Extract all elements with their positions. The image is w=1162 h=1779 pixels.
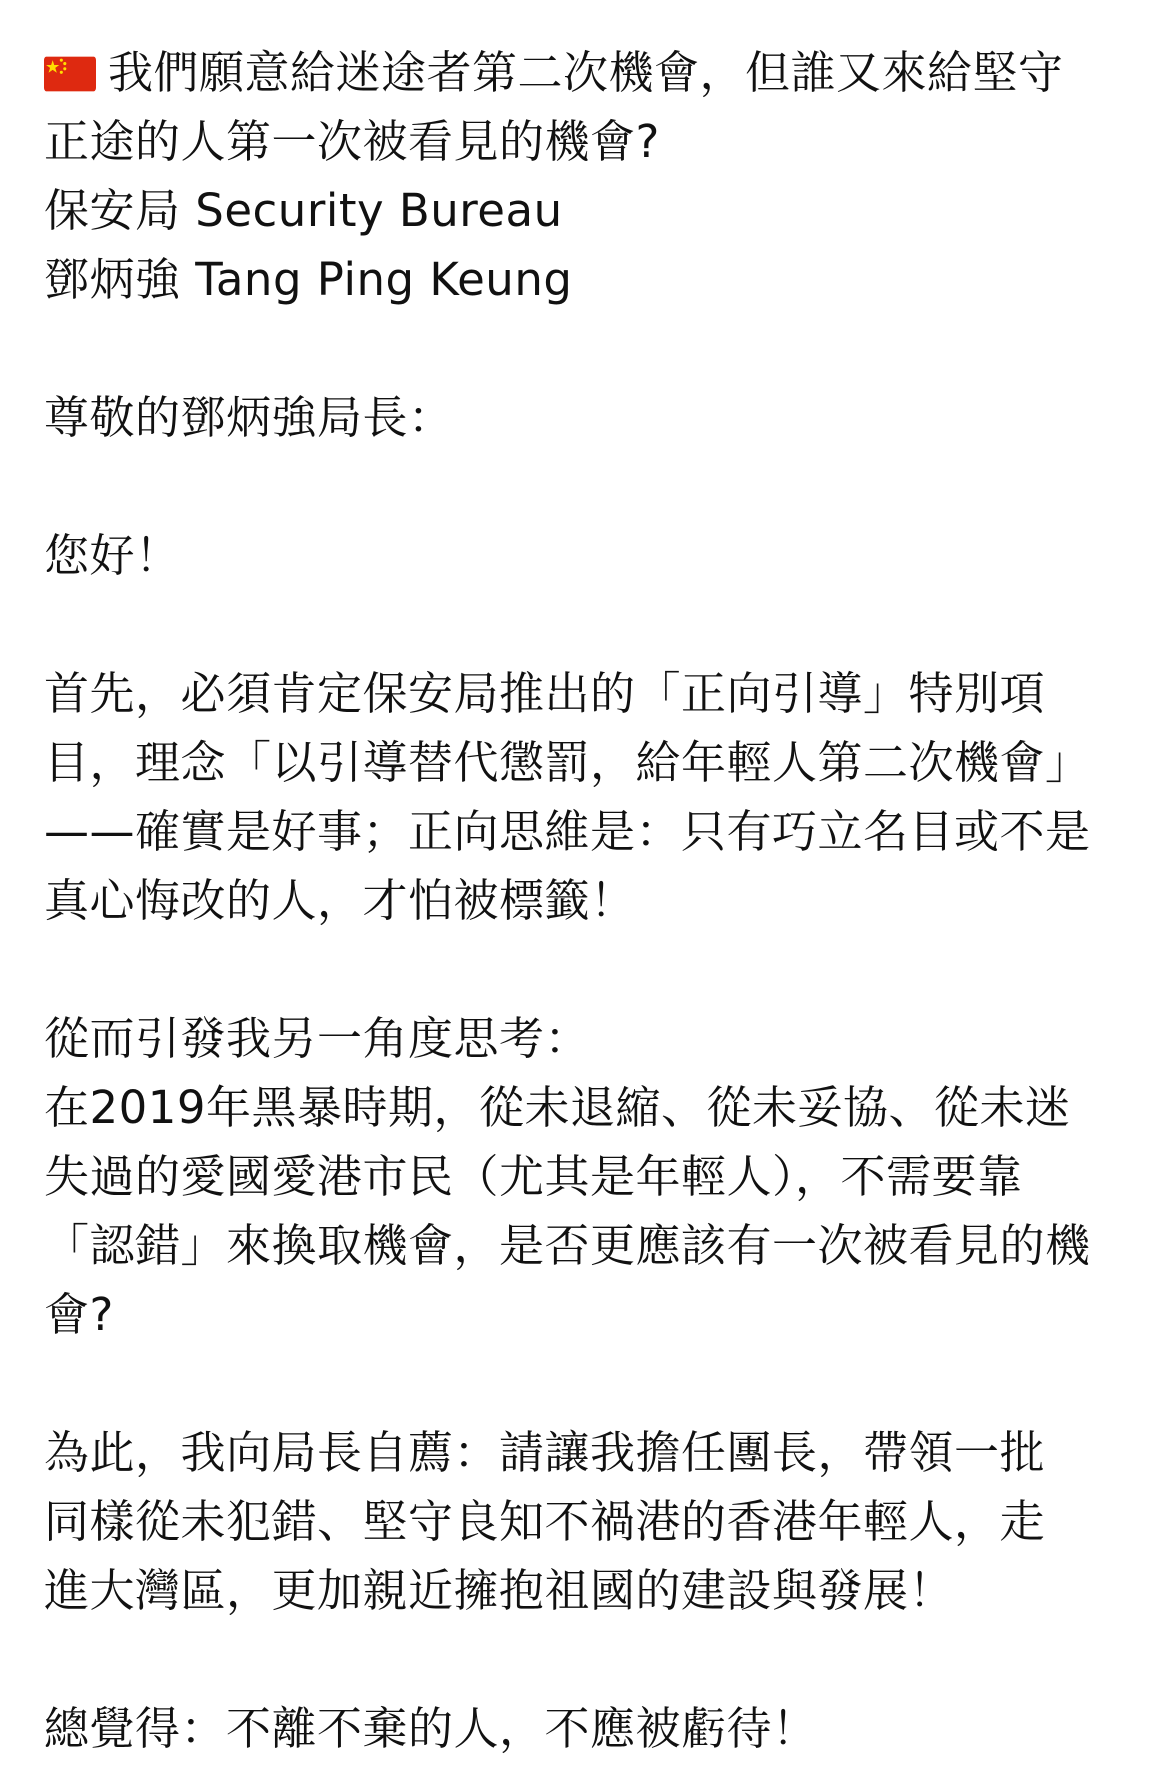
china-flag-icon: [44, 56, 96, 92]
post-line: 從而引發我另一角度思考：: [44, 1012, 591, 1065]
post-line: 保安局 Security Bureau: [44, 184, 563, 237]
post-text: 我們願意給迷途者第二次機會，但誰又來給堅守: [108, 46, 1064, 99]
post-line: 真心悔改的人，才怕被標籤！: [44, 874, 636, 927]
post-line: 正途的人第一次被看見的機會?: [44, 115, 660, 168]
post-line: ——確實是好事；正向思維是：只有巧立名目或不是: [44, 805, 1091, 858]
blank-line: [44, 1625, 1124, 1694]
post-line: 「認錯」來換取機會，是否更應該有一次被看見的機: [44, 1219, 1091, 1272]
blank-line: [44, 314, 1124, 383]
post-line: 鄧炳強 Tang Ping Keung: [44, 253, 573, 306]
salutation: 尊敬的鄧炳強局長：: [44, 391, 454, 444]
post-line: 會?: [44, 1288, 114, 1341]
post-body: [44, 38, 1124, 1763]
post-line: 首先，必須肯定保安局推出的「正向引導」特別項: [44, 667, 1046, 720]
blank-line: [44, 452, 1124, 521]
post-line: 失過的愛國愛港市民（尤其是年輕人），不需要靠: [44, 1150, 1023, 1203]
post-line: 目，理念「以引導替代懲罰，給年輕人第二次機會」: [44, 736, 1091, 789]
post-line: 進大灣區，更加親近擁抱祖國的建設與發展！: [44, 1564, 955, 1617]
greeting: 您好！: [44, 529, 181, 582]
closing-line: 總覺得：不離不棄的人，不應被虧待！: [44, 1702, 818, 1755]
post-line: 同樣從未犯錯、堅守良知不禍港的香港年輕人，走: [44, 1495, 1046, 1548]
blank-line: [44, 590, 1124, 659]
post-line: 在2019年黑暴時期，從未退縮、從未妥協、從未迷: [44, 1081, 1071, 1134]
blank-line: [44, 935, 1124, 1004]
post-line: 為此，我向局長自薦：請讓我擔任團長，帶領一批: [44, 1426, 1046, 1479]
blank-line: [44, 1349, 1124, 1418]
post-line-1: [44, 38, 1124, 107]
